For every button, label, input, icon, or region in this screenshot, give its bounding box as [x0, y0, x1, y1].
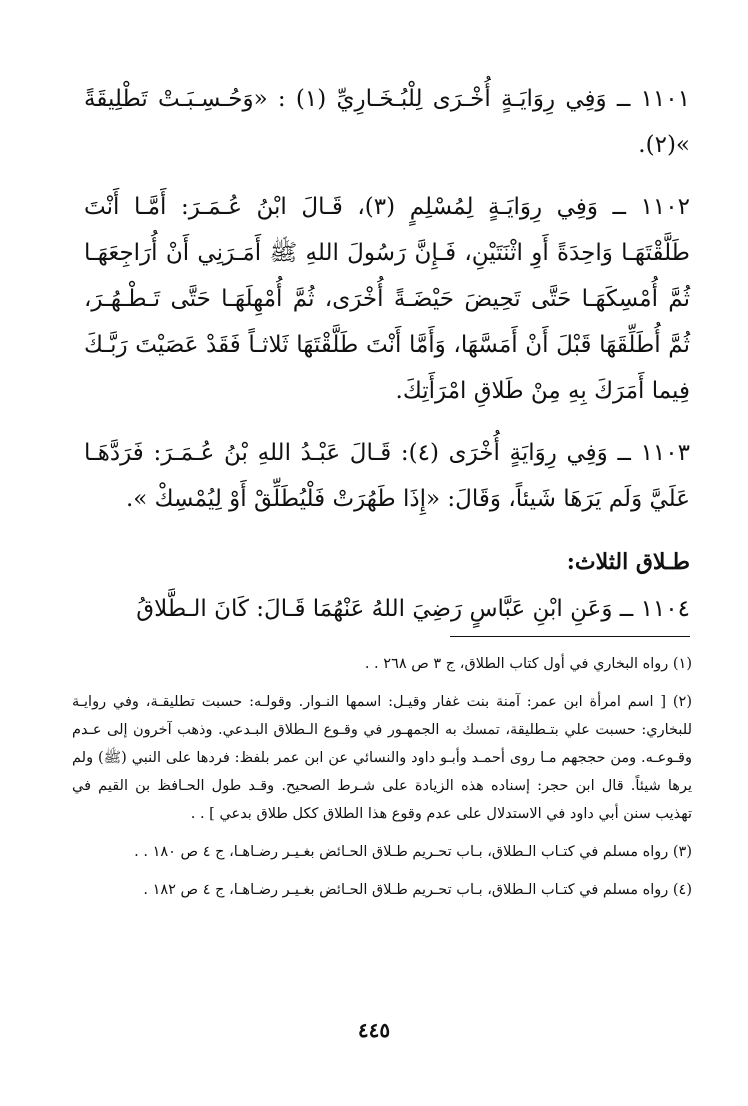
main-text [84, 76, 690, 648]
hadith-1104: ١١٠٤ ــ وَعَنِ ابْنِ عَبَّاسٍ رَضِيَ اللهُ عَنْهُمَا قَـالَ: كَانَ الـطَّلاقُ [136, 596, 690, 622]
footnote-4: (٤) رواه مسلم في كتـاب الـطلاق، بـاب تحـريم طـلاق الحـائض بغـيـر رضـاهـا، ج ٤ ص ١٨٢ . [143, 882, 692, 898]
hadith-1103: ١١٠٣ ــ وَفِي رِوَايَةٍ أُخْرَى (٤): قَـالَ عَبْـدُ اللهِ بْنُ عُـمَـرَ: فَرَدَّهَـا عَلَيَّ وَلَم يَرَهَا شَيئاً، وَقَالَ: «إِذَا طَهُرَتْ فَلْيُطَلِّقْ أَوْ لِيُمْسِكْ ». [84, 440, 690, 512]
footnote-3: (٣) رواه مسلم في كتـاب الـطلاق، بـاب تحـريم طـلاق الحـائض بغـيـر رضـاهـا، ج ٤ ص ١٨٠ . . [134, 844, 692, 860]
footnotes [72, 650, 692, 914]
section-heading: طـلاق الثلاث: [566, 549, 690, 575]
footnote-divider [450, 636, 690, 637]
hadith-1101: ١١٠١ ــ وَفِي رِوَايَـةٍ أُخْـرَى لِلْبُـخَـارِيِّ (١) : «وَحُـسِـبَـتْ تَطْلِيقَةً »(٢). [84, 86, 690, 158]
footnote-2: (٢) [ اسم امرأة ابن عمر: آمنة بنت غفار وقيـل: اسمها النـوار. وقولـه: حسبت تطليقـة، وفي روايـة للبخاري: حسبت علي بتـطليقة، تمسك به الجمهـور في وقـوع الـطلاق البـدعي. وذهب آخرون إلى عـدم وقـوعـه. ومن حججهم مـا روى أحمـد وأبـو داود والنسائي عن ابن عمر بلفظ: فردها على النبي (ﷺ) ولم يرها شيئاً. قال ابن حجر: إسناده هذه الزيادة على شـرط الصحيح. وقـد طول الحـافظ بن القيم في تهذيب سنن أبي داود في الاستدلال على عدم وقوع هذا الطلاق ككل طلاق بدعي ] . . [72, 694, 692, 822]
page-number: ٤٤٥ [357, 1018, 391, 1042]
footnote-1: (١) رواه البخاري في أول كتاب الطلاق، ج ٣ ص ٢٦٨ . . [364, 656, 692, 672]
hadith-1102: ١١٠٢ ــ وَفِي رِوَايَـةٍ لِمُسْلِمٍ (٣)، قَـالَ ابْنُ عُـمَـرَ: أَمَّـا أَنْتَ طَلَّقْتَهَـا وَاحِدَةً أَوِ اثْنَتَيْنِ، فَـإِنَّ رَسُولَ اللهِ ﷺ أَمَـرَنِي أَنْ أُرَاجِعَهَـا ثُمَّ أُمْسِكَهَـا حَتَّى تَحِيضَ حَيْضَـةً أُخْرَى، ثُمَّ أُمْهِلَهَـا حَتَّى تَـطْـهُـرَ، ثُمَّ أُطَلِّقَهَا قَبْلَ أَنْ أَمَسَّهَا، وَأَمَّا أَنْتَ طَلَّقْتَهَا ثَلاثـاً فَقَدْ عَصَيْتَ رَبَّـكَ فِيما أَمَرَكَ بِهِ مِنْ طَلاقِ امْرَأَتِكَ. [84, 194, 690, 404]
